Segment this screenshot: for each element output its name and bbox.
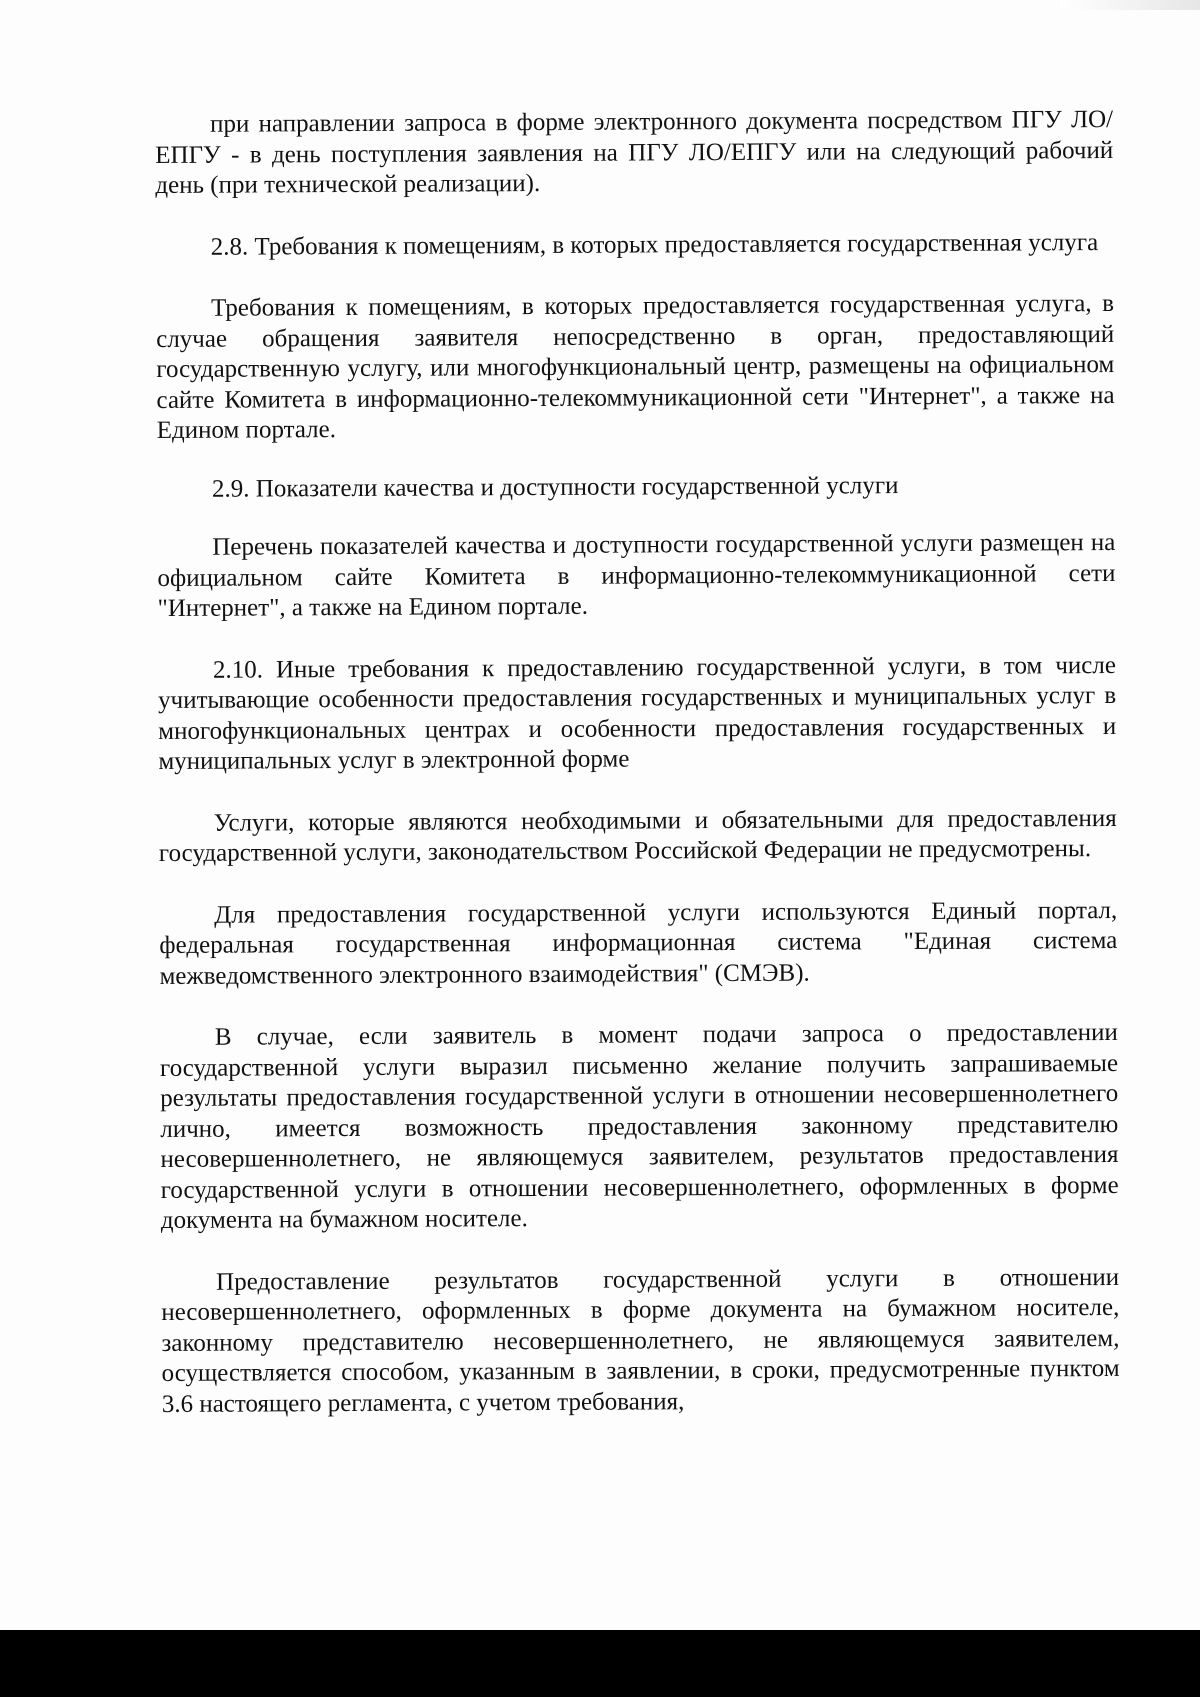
- paragraph-minor-results-request: В случае, если заявитель в момент подачи запроса о предоставлении государственной услуги выразил письменно желание получить запрашиваемые результаты предоставления государственной услуги в отношении несовершеннолетнего лично, имеется возможность предоставления законному представителю несовершеннолетнего, не являющемуся заявителем, результатов предоставления государственной услуги в отношении несовершеннолетнего, оформленных в форме документа на бумажном носителе.: [159, 1018, 1119, 1234]
- paragraph-electronic-request: при направлении запроса в форме электронного документа посредством ПГУ ЛО/ЕПГУ - в день поступления заявления на ПГУ ЛО/ЕПГУ или на следующий рабочий день (при технической реализации).: [155, 105, 1114, 199]
- scanner-black-border: [0, 1630, 1200, 1697]
- paragraph-quality-indicators: Перечень показателей качества и доступности государственной услуги размещен на официальном сайте Комитета в информационно-телекоммуникационной сети "Интернет", а также на Едином портале.: [157, 528, 1116, 622]
- paragraph-mandatory-services: Услуги, которые являются необходимыми и обязательными для предоставления государственной услуги, законодательством Российской Федерации не предусмотрены.: [158, 804, 1117, 867]
- paragraph-systems-used: Для предоставления государственной услуги используются Единый портал, федеральная государственная информационная система "Единая система межведомственного электронного взаимодействия" (СМЭВ).: [159, 896, 1118, 990]
- heading-2-8-premises-requirements: 2.8. Требования к помещениям, в которых предоставляется государственная услуга: [210, 228, 1099, 261]
- scan-corner-shadow: [1060, 0, 1200, 10]
- document-body: [155, 105, 1120, 1420]
- heading-2-9-quality-indicators: 2.9. Показатели качества и доступности государственной услуги: [211, 471, 899, 503]
- paragraph-minor-results-delivery: Предоставление результатов государственной услуги в отношении несовершеннолетнего, оформленных в форме документа на бумажном носителе, законному представителю несовершеннолетнего, не являющемуся заявителем, осуществляется способом, указанным в заявлении, в сроки, предусмотренные пунктом 3.6 настоящего регламента, с учетом требования,: [161, 1263, 1120, 1418]
- heading-2-10-other-requirements: 2.10. Иные требования к предоставлению государственной услуги, в том числе учитывающие особенности предоставления государственных и муниципальных услуг в многофункциональных центрах и особенности предоставления государственных и муниципальных услуг в электронной форме: [158, 651, 1117, 775]
- paragraph-premises-requirements: Требования к помещениям, в которых предоставляется государственная услуга, в случае обращения заявителя непосредственно в орган, предоставляющий государственную услугу, или многофункциональный центр, размещены на официальном сайте Комитета в информационно-телекоммуникационной сети "Интернет", а также на Едином портале.: [156, 289, 1115, 444]
